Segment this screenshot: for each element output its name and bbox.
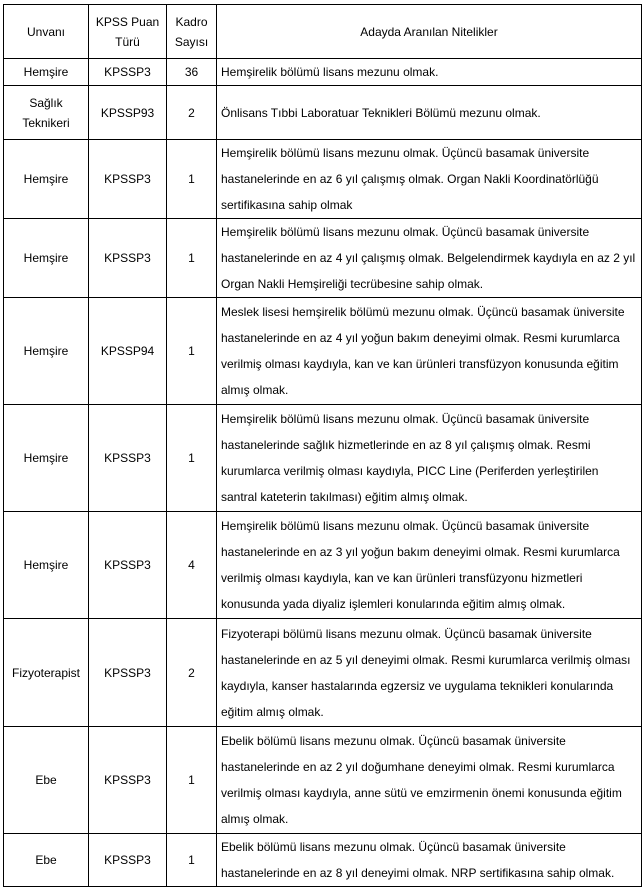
- header-score-type: KPSS Puan Türü: [89, 5, 167, 59]
- row-score-type: KPSSP94: [89, 298, 167, 405]
- positions-table: [3, 4, 642, 887]
- row-title: Hemşire: [4, 140, 89, 219]
- row-requirements: Hemşirelik bölümü lisans mezunu olmak. Üçüncü basamak üniversite hastanelerinde en az 4 yıl çalışmış olmak. Belgelendirmek kaydıyla en az 2 yıl Organ Nakli Hemşireliği tecrübesine sahip olmak.: [217, 219, 642, 298]
- row-score-type: KPSSP3: [89, 619, 167, 727]
- table-row: [4, 219, 642, 298]
- row-title: Hemşire: [4, 512, 89, 619]
- header-title: Unvanı: [4, 5, 89, 59]
- row-score-type: KPSSP3: [89, 727, 167, 834]
- row-count: 2: [167, 619, 217, 727]
- row-requirements: Fizyoterapi bölümü lisans mezunu olmak. Üçüncü basamak üniversite hastanelerinde en az 5 yıl deneyimi olmak. Resmi kurumlarca verilmiş olması kaydıyla, kanser hastalarında egzersiz ve uygulama teknikleri konularında eğitim almış olmak.: [217, 619, 642, 727]
- row-title: Fizyoterapist: [4, 619, 89, 727]
- row-count: 2: [167, 86, 217, 140]
- row-title: Ebe: [4, 834, 89, 887]
- row-requirements: Önlisans Tıbbi Laboratuar Teknikleri Bölümü mezunu olmak.: [217, 86, 642, 140]
- row-score-type: KPSSP3: [89, 219, 167, 298]
- row-title: Hemşire: [4, 298, 89, 405]
- row-count: 4: [167, 512, 217, 619]
- row-title: Hemşire: [4, 219, 89, 298]
- row-count: 1: [167, 298, 217, 405]
- row-score-type: KPSSP3: [89, 140, 167, 219]
- table-row: [4, 512, 642, 619]
- table-row: [4, 727, 642, 834]
- row-count: 1: [167, 834, 217, 887]
- row-requirements: Hemşirelik bölümü lisans mezunu olmak. Üçüncü basamak üniversite hastanelerinde en az 6 yıl çalışmış olmak. Organ Nakli Koordinatörlüğü sertifikasına sahip olmak: [217, 140, 642, 219]
- table-row: [4, 86, 642, 140]
- table-row: [4, 59, 642, 86]
- row-count: 36: [167, 59, 217, 86]
- row-requirements: Hemşirelik bölümü lisans mezunu olmak.: [217, 59, 642, 86]
- table-row: [4, 405, 642, 512]
- table-row: [4, 619, 642, 727]
- row-score-type: KPSSP3: [89, 405, 167, 512]
- row-count: 1: [167, 405, 217, 512]
- header-row: [4, 5, 642, 59]
- row-title: Hemşire: [4, 59, 89, 86]
- row-requirements: Ebelik bölümü lisans mezunu olmak. Üçüncü basamak üniversite hastanelerinde en az 8 yıl deneyimi olmak. NRP sertifikasına sahip olmak.: [217, 834, 642, 887]
- row-count: 1: [167, 219, 217, 298]
- row-requirements: Meslek lisesi hemşirelik bölümü mezunu olmak. Üçüncü basamak üniversite hastanelerinde en az 4 yıl yoğun bakım deneyimi olmak. Resmi kurumlarca verilmiş olması kaydıyla, kan ve kan ürünleri transfüzyon konusunda eğitim almış olmak.: [217, 298, 642, 405]
- row-title: Sağlık Teknikeri: [4, 86, 89, 140]
- row-score-type: KPSSP3: [89, 512, 167, 619]
- row-requirements: Hemşirelik bölümü lisans mezunu olmak. Üçüncü basamak üniversite hastanelerinde sağlık hizmetlerinde en az 8 yıl çalışmış olmak. Resmi kurumlarca verilmiş olması kaydıyla, PICC Line (Periferden yerleştirilen santral kateterin takılması) eğitim almış olmak.: [217, 405, 642, 512]
- table-row: [4, 834, 642, 887]
- row-score-type: KPSSP3: [89, 834, 167, 887]
- row-count: 1: [167, 727, 217, 834]
- header-requirements: Adayda Aranılan Nitelikler: [217, 5, 642, 59]
- header-position-count: Kadro Sayısı: [167, 5, 217, 59]
- row-title: Hemşire: [4, 405, 89, 512]
- row-requirements: Hemşirelik bölümü lisans mezunu olmak. Üçüncü basamak üniversite hastanelerinde en az 3 yıl yoğun bakım deneyimi olmak. Resmi kurumlarca verilmiş olması kaydıyla, kan ve kan ürünleri transfüzyonu hizmetleri konusunda yada diyaliz işlemleri konularında eğitim almış olmak.: [217, 512, 642, 619]
- row-score-type: KPSSP3: [89, 59, 167, 86]
- table-row: [4, 298, 642, 405]
- row-count: 1: [167, 140, 217, 219]
- row-score-type: KPSSP93: [89, 86, 167, 140]
- table-row: [4, 140, 642, 219]
- row-title: Ebe: [4, 727, 89, 834]
- row-requirements: Ebelik bölümü lisans mezunu olmak. Üçüncü basamak üniversite hastanelerinde en az 2 yıl doğumhane deneyimi olmak. Resmi kurumlarca verilmiş olması kaydıyla, anne sütü ve emzirmenin önemi konusunda eğitim almış olmak.: [217, 727, 642, 834]
